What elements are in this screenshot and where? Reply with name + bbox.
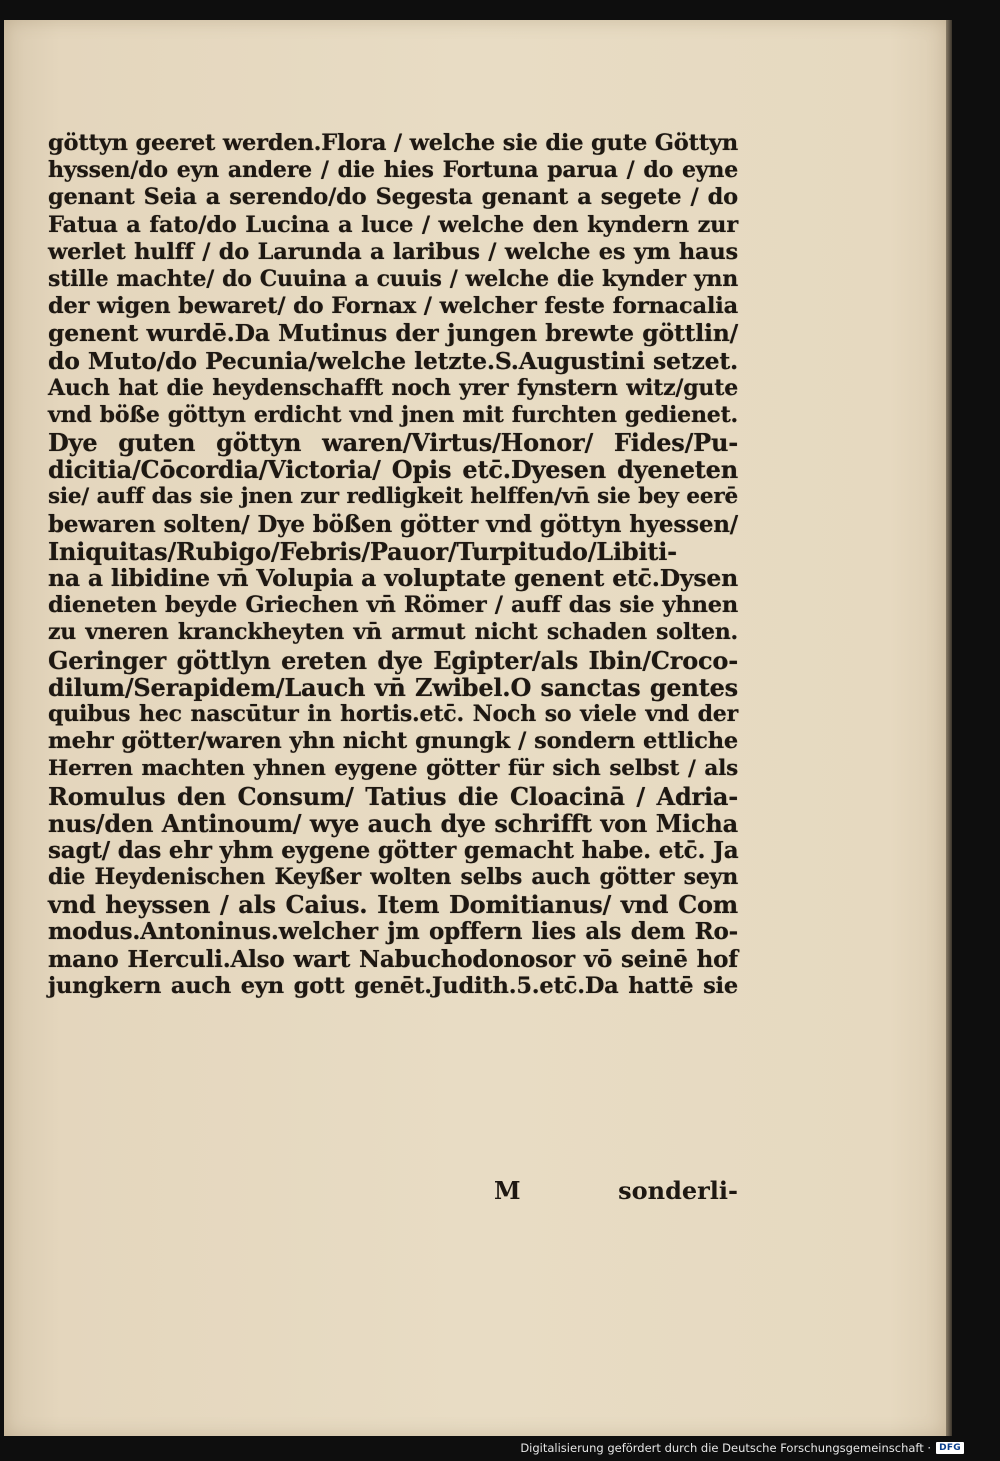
catchline [494,1176,738,1205]
scanned-page [4,20,946,1436]
text-line: Dye guten göttyn waren/Virtus/Honor/ Fides/Pu- [48,428,738,458]
text-line: mano Herculi.Also wart Nabuchodonosor vō seinē hof [48,945,738,973]
text-line: die Heydenischen Keyßer wolten selbs auch götter seyn [48,864,738,891]
text-line: modus.Antoninus.welcher jm opffern lies als dem Ro- [48,918,738,946]
digitization-credit [520,1441,964,1455]
text-line: dieneten beyde Griechen vn̄ Römer / auff das sie yhnen [48,592,738,619]
text-line: sagt/ das ehr yhm eygene götter gemacht habe. etc̄. Ja [48,836,739,864]
text-line: na a libidine vn̄ Volupia a voluptate genent etc̄.Dysen [48,564,738,592]
text-line: Auch hat die heydenschafft noch yrer fynstern witz/gute [48,374,738,401]
text-line: Geringer göttlyn ereten dye Egipter/als Ibin/Croco- [48,645,738,675]
text-line: Fatua a fato/do Lucina a luce / welche den kyndern zur [48,211,738,238]
text-line: quibus hec nascūtur in hortis.etc̄. Noch so viele vnd der [48,700,738,727]
body-text [48,130,738,1000]
text-line: sie/ auff das sie jnen zur redligkeit helffen/vn̄ sie bey eerē [48,484,738,510]
signature-mark: M [494,1176,521,1205]
text-line: jungkern auch eyn gott genēt.Judith.5.etc̄.Da hattē sie [48,972,738,999]
text-line: Iniquitas/Rubigo/Febris/Pauor/Turpitudo/Libiti- [48,536,677,566]
text-line: genent wurdē.Da Mutinus der jungen brewte göttlin/ [48,319,738,348]
dfg-logo: DFG [936,1442,964,1454]
text-line: der wigen bewaret/ do Fornax / welcher feste fornacalia [48,293,738,320]
text-line: do Muto/do Pecunia/welche letzte.S.Augustini setzet. [48,346,738,375]
text-line: vnd heyssen / als Caius. Item Domitianus/ vnd Com [48,890,738,920]
text-line: zu vneren kranckheyten vn̄ armut nicht schaden solten. [48,619,738,646]
text-line: werlet hulff / do Larunda a laribus / welche es ym haus [48,238,738,265]
credit-text: Digitalisierung gefördert durch die Deutsche Forschungsgemeinschaft · [520,1441,932,1455]
text-line: dilum/Serapidem/Lauch vn̄ Zwibel.O sanctas gentes [48,672,738,702]
text-line: mehr götter/waren yhn nicht gnungk / sondern ettliche [48,728,738,755]
text-line: stille machte/ do Cuuina a cuuis / welche die kynder ynn [48,265,738,292]
text-line: vnd böße göttyn erdicht vnd jnen mit furchten gedienet. [48,401,738,428]
text-line: Romulus den Consum/ Tatius die Cloacinā / Adria- [48,781,738,811]
text-line: hyssen/do eyn andere / die hies Fortuna parua / do eyne [48,157,738,184]
text-line: bewaren solten/ Dye bößen götter vnd göttyn hyessen/ [48,510,738,538]
catchword: sonderli- [618,1176,738,1205]
text-line: genant Seia a serendo/do Segesta genant a segete / do [48,184,738,211]
text-line: Herren machten yhnen eygene götter für sich selbst / als [48,756,738,782]
text-line: göttyn geeret werden.Flora / welche sie die gute Göttyn [48,130,738,156]
text-line: nus/den Antinoum/ wye auch dye schrifft von Micha [48,808,738,838]
text-line: dicitia/Cōcordia/Victoria/ Opis etc̄.Dyesen dyeneten [48,455,738,485]
